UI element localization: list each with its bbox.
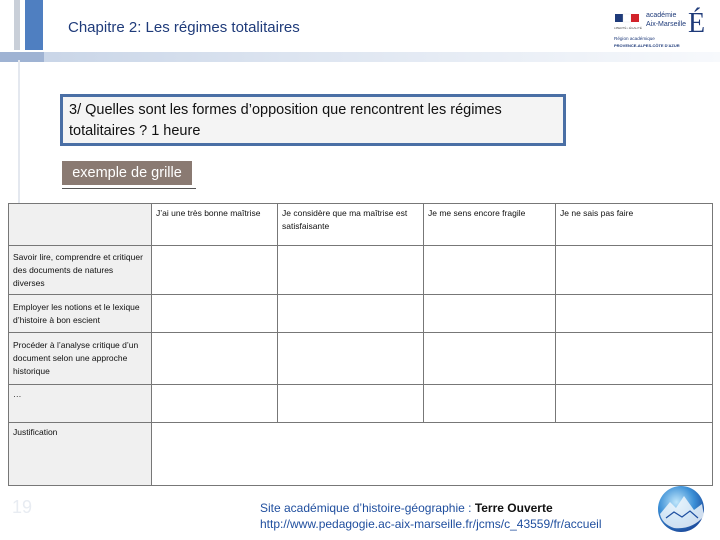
logo-line3: Région académique: [614, 36, 655, 41]
row-label: Employer les notions et le lexique d’histoire à bon escient: [9, 295, 152, 333]
footer-site-name: Terre Ouverte: [474, 501, 553, 515]
terre-ouverte-globe-icon: [652, 484, 710, 534]
table-row: [9, 333, 713, 385]
footer: [260, 500, 601, 532]
page-title: Chapitre 2: Les régimes totalitaires: [68, 19, 300, 36]
table-cell[interactable]: [278, 385, 424, 423]
table-cell[interactable]: [424, 333, 556, 385]
header-cell-empty: [9, 204, 152, 246]
justification-cell[interactable]: [152, 423, 713, 486]
row-label: Savoir lire, comprendre et critiquer des documents de natures diverses: [9, 246, 152, 295]
table-row-justification: [9, 423, 713, 486]
table-cell[interactable]: [152, 333, 278, 385]
table-cell[interactable]: [556, 246, 713, 295]
logo-line2: Aix-Marseille: [646, 21, 687, 28]
logo-line1: académie: [646, 12, 677, 19]
grille-label: exemple de grille: [62, 161, 192, 185]
header-cell: Je ne sais pas faire: [556, 204, 713, 246]
table-row: [9, 295, 713, 333]
header-cell: Je considère que ma maîtrise est satisfaisante: [278, 204, 424, 246]
table-cell[interactable]: [278, 295, 424, 333]
header-cell: Je me sens encore fragile: [424, 204, 556, 246]
table-cell[interactable]: [556, 385, 713, 423]
decor-header-band-dark: [0, 52, 44, 62]
table-cell[interactable]: [424, 246, 556, 295]
table-cell[interactable]: [152, 246, 278, 295]
grille-underline: [62, 188, 196, 189]
question-box: 3/ Quelles sont les formes d’opposition que rencontrent les régimes totalitaires ? 1 heure: [60, 94, 566, 146]
logo-e-icon: É: [688, 8, 706, 39]
logo-line4: PROVENCE-ALPES-CÔTE D'AZUR: [614, 43, 680, 48]
footer-site-prefix: Site académique d’histoire-géographie :: [260, 501, 475, 515]
decor-header-band: [0, 52, 720, 62]
row-label: …: [9, 385, 152, 423]
svg-text:LIBERTÉ • ÉGALITÉ: LIBERTÉ • ÉGALITÉ: [614, 26, 642, 30]
academie-logo: [612, 4, 712, 50]
table-cell[interactable]: [424, 295, 556, 333]
footer-site-line: [260, 500, 601, 516]
table-cell[interactable]: [278, 333, 424, 385]
decor-bar-grey: [14, 0, 20, 50]
page-number: 19: [12, 497, 33, 517]
competence-table: [8, 203, 713, 486]
table-row: [9, 246, 713, 295]
row-label: Procéder à l’analyse critique d’un document selon une approche historique: [9, 333, 152, 385]
row-label: Justification: [9, 423, 152, 486]
table-cell[interactable]: [152, 385, 278, 423]
table-cell[interactable]: [152, 295, 278, 333]
footer-url[interactable]: http://www.pedagogie.ac-aix-marseille.fr/jcms/c_43559/fr/accueil: [260, 517, 602, 531]
table-cell[interactable]: [424, 385, 556, 423]
header-cell: J’ai une très bonne maîtrise: [152, 204, 278, 246]
table-cell[interactable]: [556, 333, 713, 385]
table-row: [9, 385, 713, 423]
table-header-row: [9, 204, 713, 246]
table-cell[interactable]: [278, 246, 424, 295]
decor-bar-blue: [25, 0, 43, 50]
table-cell[interactable]: [556, 295, 713, 333]
